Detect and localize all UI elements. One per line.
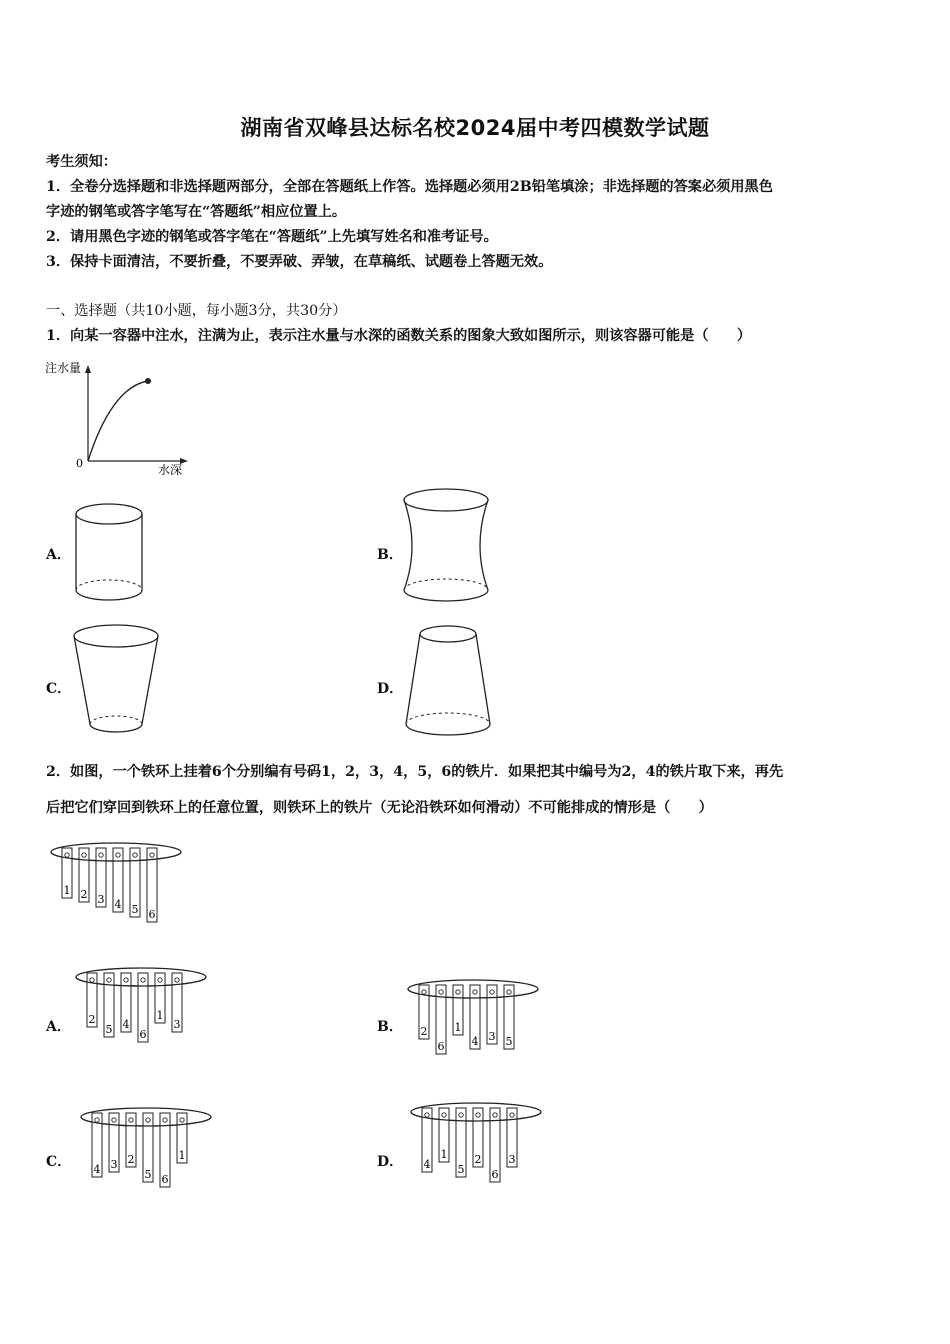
iron-tag-number: 5 [457, 1163, 465, 1176]
iron-tag-number: 3 [110, 1158, 118, 1171]
iron-tag-6 [490, 1108, 500, 1182]
iron-tag-2 [473, 1108, 483, 1167]
iron-tag-number: 5 [505, 1035, 513, 1048]
iron-tag-number: 1 [178, 1149, 186, 1162]
question-2-stem-line-2: 后把它们穿回到铁环上的任意位置，则铁环上的铁片（无论沿铁环如何滑动）不可能排成的情形是（ ） [46, 800, 713, 816]
question-2-stem-line-1: 2．如图，一个铁环上挂着6个分别编有号码1，2，3，4，5，6的铁片．如果把其中编号为2，4的铁片取下来，再先 [46, 764, 784, 780]
q2-option-a-ring-figure [73, 963, 213, 1063]
page-title: 湖南省双峰县达标名校2024届中考四模数学试题 [240, 116, 710, 140]
notice-item-3: 3．保持卡面清洁，不要折叠，不要弄破、弄皱，在草稿纸、试题卷上答题无效。 [46, 254, 553, 270]
iron-tag-3 [172, 973, 182, 1032]
iron-tag-number: 4 [471, 1035, 479, 1048]
iron-tag-3 [487, 985, 497, 1044]
iron-tag-number: 4 [122, 1018, 130, 1031]
q2-option-d-label[interactable]: D． [377, 1154, 404, 1170]
iron-tag-number: 2 [474, 1153, 482, 1166]
iron-tag-number: 4 [423, 1158, 431, 1171]
iron-tag-6 [436, 985, 446, 1054]
iron-tag-number: 4 [93, 1163, 101, 1176]
iron-tag-1 [177, 1113, 187, 1163]
iron-tag-number: 5 [105, 1023, 113, 1036]
q2-option-b-label[interactable]: B． [377, 1019, 403, 1035]
iron-tag-5 [456, 1108, 466, 1177]
iron-tag-3 [96, 848, 106, 907]
iron-tag-number: 6 [437, 1040, 445, 1053]
y-axis-label: 注水量 [45, 361, 82, 375]
y-axis-arrow-icon [85, 365, 91, 373]
iron-tag-number: 6 [148, 908, 156, 921]
iron-tag-number: 5 [144, 1168, 152, 1181]
iron-tag-number: 6 [491, 1168, 499, 1181]
iron-tag-1 [453, 985, 463, 1035]
iron-tag-2 [79, 848, 89, 902]
x-axis-label: 水深 [158, 463, 183, 477]
iron-tag-5 [130, 848, 140, 917]
iron-tag-4 [470, 985, 480, 1049]
iron-tag-2 [126, 1113, 136, 1167]
q1-option-c-label[interactable]: C． [46, 681, 72, 697]
q1-option-a-cylinder [72, 500, 146, 606]
q2-ring-figure [48, 838, 188, 938]
iron-tag-number: 1 [440, 1148, 448, 1161]
curve-endpoint [145, 378, 151, 384]
iron-tag-number: 1 [156, 1009, 164, 1022]
iron-tag-number: 1 [63, 884, 71, 897]
iron-tag-1 [439, 1108, 449, 1162]
notice-item-2: 2．请用黑色字迹的钢笔或答字笔在“答题纸”上先填写姓名和准考证号。 [46, 229, 498, 245]
iron-tag-number: 2 [127, 1153, 135, 1166]
q1-option-c-cup-wide-top [70, 622, 162, 740]
iron-tag-number: 3 [97, 893, 105, 906]
iron-tag-2 [419, 985, 429, 1039]
notice-item-1-line-1: 1．全卷分选择题和非选择题两部分，全部在答题纸上作答。选择题必须用2B铅笔填涂；非选择题的答案必须用黑色 [46, 179, 773, 195]
q2-option-c-ring-figure [78, 1103, 218, 1203]
section-1-heading: 一、选择题（共10小题，每小题3分，共30分） [46, 303, 347, 319]
q1-option-d-label[interactable]: D． [377, 681, 404, 697]
iron-tag-6 [138, 973, 148, 1042]
origin-label: 0 [76, 457, 83, 470]
q1-option-d-cup-wide-bottom [400, 622, 496, 740]
iron-tag-3 [109, 1113, 119, 1172]
iron-tag-number: 5 [131, 903, 139, 916]
iron-tag-6 [160, 1113, 170, 1187]
q1-function-graph [44, 357, 194, 482]
iron-tag-5 [104, 973, 114, 1037]
q1-option-a-label[interactable]: A． [46, 547, 71, 563]
iron-tag-number: 1 [454, 1021, 462, 1034]
iron-tag-number: 4 [114, 898, 122, 911]
iron-tag-number: 6 [161, 1173, 169, 1186]
iron-tag-5 [504, 985, 514, 1049]
q2-option-b-ring-figure [405, 975, 545, 1075]
iron-tag-5 [143, 1113, 153, 1182]
iron-tag-1 [62, 848, 72, 898]
q2-option-c-label[interactable]: C． [46, 1154, 72, 1170]
notice-item-1-line-2: 字迹的钢笔或答字笔写在“答题纸”相应位置上。 [46, 204, 347, 220]
iron-tag-number: 6 [139, 1028, 147, 1041]
iron-tag-number: 3 [173, 1018, 181, 1031]
iron-tag-number: 3 [508, 1153, 516, 1166]
iron-tag-4 [113, 848, 123, 912]
iron-tag-number: 2 [420, 1025, 428, 1038]
q1-option-b-hourglass-container [400, 486, 492, 606]
iron-tag-1 [155, 973, 165, 1023]
iron-tag-number: 2 [80, 888, 88, 901]
iron-tag-3 [507, 1108, 517, 1167]
notice-heading: 考生须知： [46, 154, 117, 170]
iron-tag-number: 3 [488, 1030, 496, 1043]
iron-tag-4 [121, 973, 131, 1032]
iron-tag-number: 2 [88, 1013, 96, 1026]
question-1-stem: 1．向某一容器中注水，注满为止，表示注水量与水深的函数关系的图象大致如图所示，则该容器可能是（ ） [46, 328, 752, 344]
q2-option-a-label[interactable]: A． [46, 1019, 71, 1035]
iron-tag-2 [87, 973, 97, 1027]
q1-option-b-label[interactable]: B． [377, 547, 403, 563]
q2-option-d-ring-figure [408, 1098, 548, 1198]
curve [88, 381, 148, 461]
